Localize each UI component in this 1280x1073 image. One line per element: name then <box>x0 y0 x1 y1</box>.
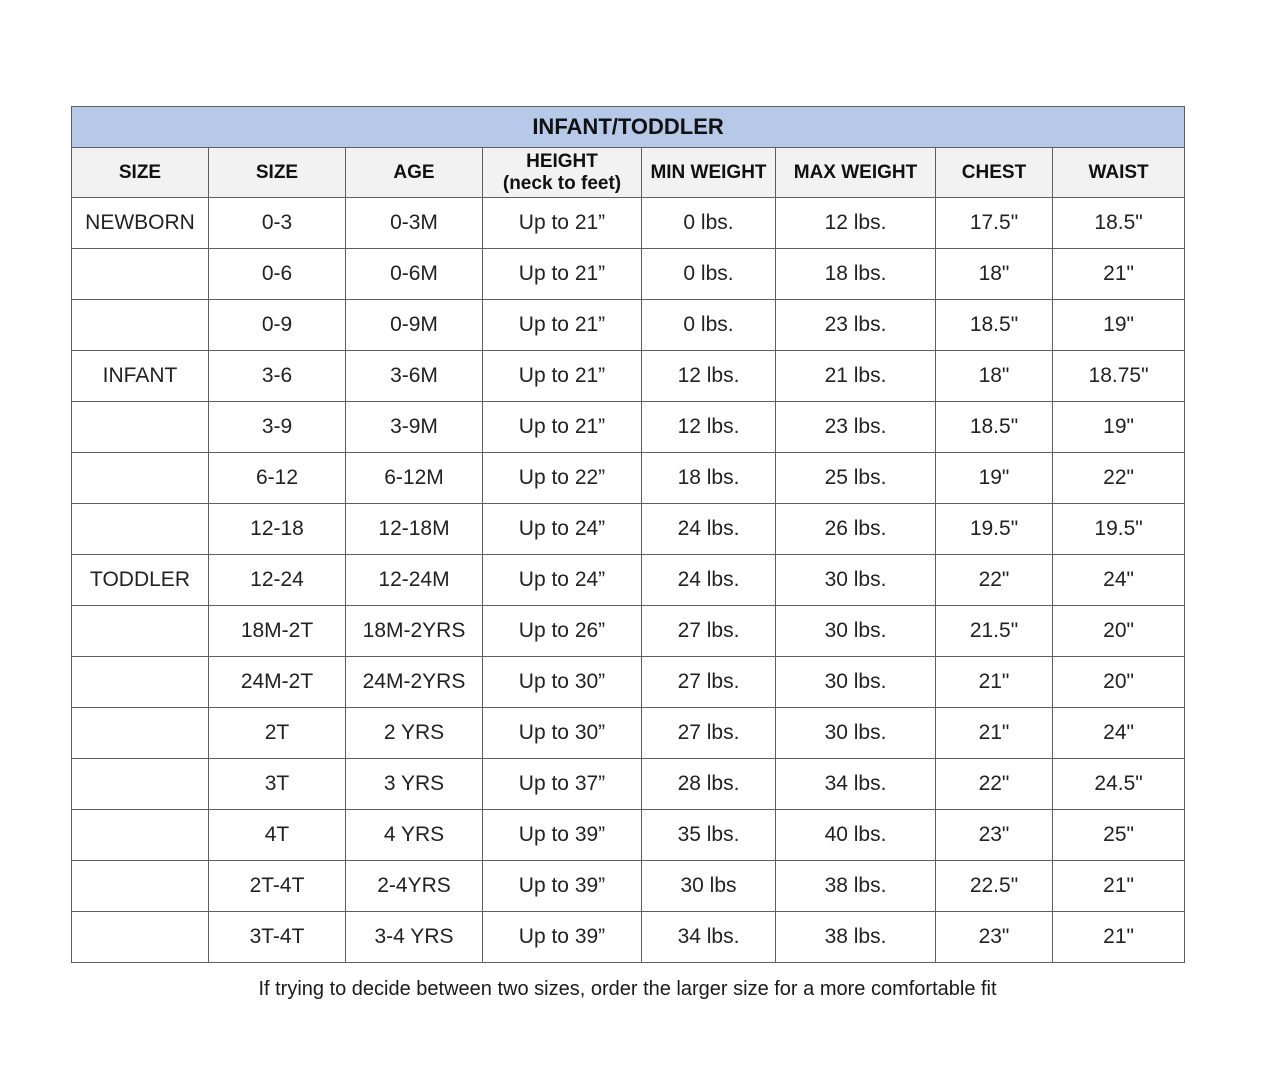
cell-category <box>72 504 209 555</box>
cell-min-weight: 18 lbs. <box>642 453 776 504</box>
cell-chest: 21.5" <box>936 606 1053 657</box>
cell-chest: 22" <box>936 555 1053 606</box>
cell-size: 3-9 <box>209 402 346 453</box>
cell-min-weight: 30 lbs <box>642 861 776 912</box>
cell-max-weight: 38 lbs. <box>776 912 936 963</box>
header-height <box>483 148 642 198</box>
cell-waist: 22" <box>1053 453 1185 504</box>
table-row <box>72 249 1185 300</box>
cell-category <box>72 657 209 708</box>
cell-waist: 20" <box>1053 657 1185 708</box>
cell-category <box>72 708 209 759</box>
cell-chest: 18" <box>936 249 1053 300</box>
cell-height: Up to 37” <box>483 759 642 810</box>
cell-max-weight: 38 lbs. <box>776 861 936 912</box>
cell-age: 3-9M <box>346 402 483 453</box>
cell-size: 0-9 <box>209 300 346 351</box>
cell-chest: 19" <box>936 453 1053 504</box>
cell-age: 2 YRS <box>346 708 483 759</box>
size-chart-table <box>71 106 1185 963</box>
table-row <box>72 300 1185 351</box>
cell-waist: 24" <box>1053 708 1185 759</box>
header-category: SIZE <box>72 148 209 198</box>
cell-chest: 21" <box>936 708 1053 759</box>
cell-age: 12-18M <box>346 504 483 555</box>
chart-title: INFANT/TODDLER <box>72 107 1185 148</box>
header-height-line1: HEIGHT <box>526 150 598 172</box>
cell-waist: 21" <box>1053 912 1185 963</box>
size-chart-body <box>72 198 1185 963</box>
cell-size: 18M-2T <box>209 606 346 657</box>
cell-size: 3T <box>209 759 346 810</box>
cell-height: Up to 22” <box>483 453 642 504</box>
cell-min-weight: 35 lbs. <box>642 810 776 861</box>
cell-height: Up to 39” <box>483 912 642 963</box>
title-row <box>72 107 1185 148</box>
cell-age: 0-6M <box>346 249 483 300</box>
footnote: If trying to decide between two sizes, order the larger size for a more comfortable fit <box>258 978 997 1000</box>
cell-size: 6-12 <box>209 453 346 504</box>
header-height-line2: (neck to feet) <box>502 172 622 194</box>
cell-chest: 18" <box>936 351 1053 402</box>
cell-waist: 20" <box>1053 606 1185 657</box>
cell-age: 3-4 YRS <box>346 912 483 963</box>
table-row <box>72 606 1185 657</box>
cell-min-weight: 0 lbs. <box>642 198 776 249</box>
table-row <box>72 504 1185 555</box>
cell-height: Up to 21” <box>483 249 642 300</box>
cell-min-weight: 12 lbs. <box>642 402 776 453</box>
cell-category <box>72 249 209 300</box>
cell-category <box>72 810 209 861</box>
cell-max-weight: 30 lbs. <box>776 708 936 759</box>
cell-waist: 24.5" <box>1053 759 1185 810</box>
cell-max-weight: 26 lbs. <box>776 504 936 555</box>
cell-waist: 25" <box>1053 810 1185 861</box>
cell-height: Up to 39” <box>483 861 642 912</box>
cell-min-weight: 27 lbs. <box>642 657 776 708</box>
header-waist: WAIST <box>1053 148 1185 198</box>
table-row <box>72 759 1185 810</box>
cell-size: 0-6 <box>209 249 346 300</box>
cell-max-weight: 23 lbs. <box>776 402 936 453</box>
cell-min-weight: 24 lbs. <box>642 504 776 555</box>
cell-max-weight: 30 lbs. <box>776 657 936 708</box>
cell-chest: 23" <box>936 810 1053 861</box>
cell-height: Up to 21” <box>483 351 642 402</box>
header-row <box>72 148 1185 198</box>
header-min-weight: MIN WEIGHT <box>642 148 776 198</box>
cell-waist: 24" <box>1053 555 1185 606</box>
cell-min-weight: 27 lbs. <box>642 606 776 657</box>
table-row <box>72 453 1185 504</box>
cell-max-weight: 23 lbs. <box>776 300 936 351</box>
cell-category <box>72 300 209 351</box>
cell-min-weight: 34 lbs. <box>642 912 776 963</box>
cell-max-weight: 12 lbs. <box>776 198 936 249</box>
cell-category <box>72 453 209 504</box>
cell-chest: 22" <box>936 759 1053 810</box>
table-row <box>72 912 1185 963</box>
cell-max-weight: 18 lbs. <box>776 249 936 300</box>
cell-size: 0-3 <box>209 198 346 249</box>
cell-size: 2T-4T <box>209 861 346 912</box>
cell-category <box>72 402 209 453</box>
cell-age: 6-12M <box>346 453 483 504</box>
cell-max-weight: 30 lbs. <box>776 606 936 657</box>
cell-age: 2-4YRS <box>346 861 483 912</box>
cell-age: 3 YRS <box>346 759 483 810</box>
cell-age: 4 YRS <box>346 810 483 861</box>
cell-waist: 21" <box>1053 249 1185 300</box>
cell-category: TODDLER <box>72 555 209 606</box>
cell-height: Up to 30” <box>483 708 642 759</box>
cell-height: Up to 39” <box>483 810 642 861</box>
header-chest: CHEST <box>936 148 1053 198</box>
header-max-weight: MAX WEIGHT <box>776 148 936 198</box>
cell-size: 12-24 <box>209 555 346 606</box>
cell-age: 0-3M <box>346 198 483 249</box>
cell-chest: 19.5" <box>936 504 1053 555</box>
header-size: SIZE <box>209 148 346 198</box>
cell-size: 3-6 <box>209 351 346 402</box>
cell-max-weight: 25 lbs. <box>776 453 936 504</box>
cell-height: Up to 24” <box>483 555 642 606</box>
cell-waist: 21" <box>1053 861 1185 912</box>
cell-min-weight: 27 lbs. <box>642 708 776 759</box>
cell-category <box>72 861 209 912</box>
cell-size: 3T-4T <box>209 912 346 963</box>
cell-max-weight: 40 lbs. <box>776 810 936 861</box>
cell-min-weight: 0 lbs. <box>642 300 776 351</box>
header-age: AGE <box>346 148 483 198</box>
cell-size: 4T <box>209 810 346 861</box>
cell-waist: 18.5" <box>1053 198 1185 249</box>
cell-size: 24M-2T <box>209 657 346 708</box>
cell-waist: 19.5" <box>1053 504 1185 555</box>
cell-max-weight: 30 lbs. <box>776 555 936 606</box>
cell-waist: 18.75" <box>1053 351 1185 402</box>
cell-chest: 21" <box>936 657 1053 708</box>
cell-age: 18M-2YRS <box>346 606 483 657</box>
cell-min-weight: 28 lbs. <box>642 759 776 810</box>
cell-chest: 17.5" <box>936 198 1053 249</box>
cell-chest: 18.5" <box>936 300 1053 351</box>
cell-height: Up to 24” <box>483 504 642 555</box>
cell-category <box>72 912 209 963</box>
cell-chest: 22.5" <box>936 861 1053 912</box>
cell-size: 12-18 <box>209 504 346 555</box>
cell-age: 3-6M <box>346 351 483 402</box>
cell-chest: 23" <box>936 912 1053 963</box>
cell-chest: 18.5" <box>936 402 1053 453</box>
cell-category <box>72 606 209 657</box>
cell-waist: 19" <box>1053 402 1185 453</box>
cell-min-weight: 12 lbs. <box>642 351 776 402</box>
table-row <box>72 861 1185 912</box>
cell-height: Up to 26” <box>483 606 642 657</box>
cell-height: Up to 30” <box>483 657 642 708</box>
cell-min-weight: 24 lbs. <box>642 555 776 606</box>
table-row <box>72 351 1185 402</box>
cell-size: 2T <box>209 708 346 759</box>
cell-age: 12-24M <box>346 555 483 606</box>
cell-height: Up to 21” <box>483 402 642 453</box>
cell-category: NEWBORN <box>72 198 209 249</box>
cell-max-weight: 21 lbs. <box>776 351 936 402</box>
cell-waist: 19" <box>1053 300 1185 351</box>
table-row <box>72 402 1185 453</box>
table-row <box>72 657 1185 708</box>
table-row <box>72 810 1185 861</box>
table-row <box>72 708 1185 759</box>
cell-height: Up to 21” <box>483 198 642 249</box>
cell-category <box>72 759 209 810</box>
cell-age: 0-9M <box>346 300 483 351</box>
cell-min-weight: 0 lbs. <box>642 249 776 300</box>
cell-category: INFANT <box>72 351 209 402</box>
cell-age: 24M-2YRS <box>346 657 483 708</box>
table-row <box>72 555 1185 606</box>
cell-max-weight: 34 lbs. <box>776 759 936 810</box>
table-row <box>72 198 1185 249</box>
cell-height: Up to 21” <box>483 300 642 351</box>
